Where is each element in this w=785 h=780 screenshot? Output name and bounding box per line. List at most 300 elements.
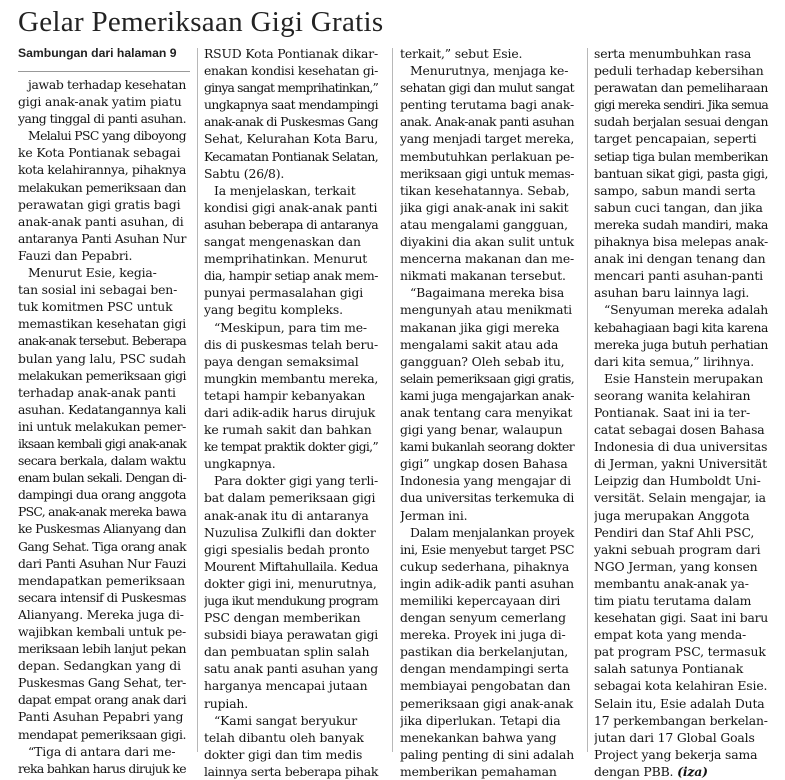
text-line: [400, 695, 580, 712]
text-line-content: kota kelahirannya, pihaknya: [18, 162, 186, 178]
text-line: [204, 233, 384, 250]
text-line-content: Leipzig dan Humboldt Uni-: [594, 473, 761, 489]
text-line-content: Alianyang. Mereka juga di-: [18, 606, 184, 622]
text-line: [400, 575, 580, 592]
text-line-content: anak-anak di Puskesmas Gang: [204, 114, 378, 130]
text-line: [594, 729, 774, 746]
text-line: [400, 472, 580, 489]
text-line: [400, 541, 580, 558]
text-line-content: gigi anak-anak yatim piatu: [18, 94, 182, 110]
text-line-content: mencari panti asuhan-panti: [594, 268, 763, 284]
text-line: [594, 267, 774, 284]
text-line-content: dokter gigi ini, menurutnya,: [204, 575, 377, 591]
text-line: [594, 96, 774, 113]
text-line: [18, 401, 190, 418]
text-line-content: pat program PSC, termasuk: [594, 644, 766, 660]
text-line: [594, 660, 774, 677]
text-line-content: anak. Anak-anak panti asuhan: [400, 114, 574, 130]
text-line: [18, 555, 190, 572]
text-line: [594, 182, 774, 199]
text-line-content: sudah berjalan sesuai dengan: [594, 114, 768, 130]
text-line: [204, 301, 384, 318]
text-line: [18, 213, 190, 230]
text-line: [18, 520, 190, 537]
text-line: [18, 93, 190, 110]
text-line-content: pastikan dia berkelanjutan,: [400, 644, 569, 660]
text-line: [18, 76, 190, 93]
text-line-content: “Meskipun, para tim me-: [214, 319, 367, 335]
text-line-content: Sabtu (26/8).: [204, 165, 285, 181]
text-line: [204, 524, 384, 541]
text-line: [400, 387, 580, 404]
text-line: [204, 472, 384, 489]
text-line-content: mencerna makanan dan me-: [400, 251, 574, 267]
text-line: [594, 541, 774, 558]
text-line: [594, 199, 774, 216]
text-line-content: anak-anak tersebut. Beberapa: [18, 333, 186, 349]
article-column-2: [204, 45, 384, 780]
text-line-content: “Tiga di antara dari me-: [28, 743, 176, 759]
text-line: [204, 438, 384, 455]
text-line: [400, 96, 580, 113]
text-line-content: jika diperlukan. Tetapi dia: [400, 712, 561, 728]
text-line-content: mendapat pemeriksaan gigi.: [18, 726, 186, 742]
text-line: [18, 350, 190, 367]
text-line: [400, 626, 580, 643]
column-rule: [587, 48, 588, 752]
text-line: [594, 336, 774, 353]
text-line-content: ke rumah sakit dan bahkan: [204, 422, 372, 438]
text-line-content: kebahagiaan bagi kita karena: [594, 319, 768, 335]
text-line-content: dua universitas terkemuka di: [400, 490, 574, 506]
text-line-content: mengunyah atau menikmati: [400, 302, 572, 318]
text-line-content: serta menumbuhkan rasa: [594, 46, 752, 61]
text-line-content: mereka juga butuh perhatian: [594, 336, 768, 352]
text-line-content: empat kota yang menda-: [594, 627, 747, 643]
text-line-content: depan. Sedangkan yang di: [18, 658, 181, 674]
text-line-content: enam bulan sekali. Dengan di-: [18, 470, 186, 486]
text-line-content: Kecamatan Pontianak Selatan,: [204, 148, 378, 164]
text-line: [18, 606, 190, 623]
text-line-content: Ia menjelaskan, terkait: [214, 182, 356, 198]
column-rule: [197, 48, 198, 752]
text-line: [18, 623, 190, 640]
text-line-content: yakni sebuah program dari: [594, 541, 761, 557]
text-line-content: dari Panti Asuhan Nur Fauzi: [18, 555, 186, 571]
text-line-content: dari adik-adik harus dirujuk: [204, 404, 376, 420]
text-line: [400, 165, 580, 182]
text-line: [18, 760, 190, 777]
text-line-content: meriksaan gigi untuk memas-: [400, 165, 574, 181]
text-line: [400, 62, 580, 79]
text-line: [204, 746, 384, 763]
text-line: [18, 332, 190, 349]
text-line-content: perawatan gigi gratis bagi: [18, 196, 181, 212]
text-line: [204, 660, 384, 677]
text-line: [594, 387, 774, 404]
text-line-content: “Kami sangat beryukur: [214, 712, 358, 728]
text-line-content: di Jerman, yakni Universität: [594, 456, 767, 472]
text-line-content: anak ini dengan tenang dan: [594, 251, 766, 267]
text-line: [594, 677, 774, 694]
text-line-content: wajibkan kembali untuk pe-: [18, 624, 186, 639]
article-column-4: [594, 45, 774, 780]
text-line-content: secara intensif di Puskesmas: [18, 589, 186, 605]
text-line: [18, 469, 190, 486]
text-line-content: secara berkala, dalam waktu: [18, 453, 186, 469]
text-line: [594, 113, 774, 130]
text-line-content: yang tinggal di panti asuhan.: [18, 111, 186, 127]
text-line-content: Pendiri dan Staf Ahli PSC,: [594, 524, 755, 540]
text-line: [204, 455, 384, 472]
text-line: [18, 657, 190, 674]
text-line-content: dia, hampir setiap anak mem-: [204, 268, 378, 284]
text-line: [204, 182, 384, 199]
text-line-content: peduli terhadap kebersihan: [594, 63, 764, 79]
text-line-content: mungkin membantu mereka,: [204, 370, 378, 386]
text-line-content: Puskesmas Gang Sehat, ter-: [18, 675, 186, 691]
text-line: [204, 370, 384, 387]
text-line-content: mengalami sakit atau ada: [400, 336, 559, 352]
text-line-content: tan sosial ini sebagai ben-: [18, 282, 178, 298]
text-line-content: paya dengan semaksimal: [204, 353, 359, 369]
text-line: [18, 161, 190, 178]
text-line-content: kesehatan gigi. Saat ini baru: [594, 610, 768, 626]
text-line-content: menekankan bahwa yang: [400, 729, 557, 745]
text-line-content: target pencapaian, seperti: [594, 131, 757, 147]
text-line-content: subsidi biaya perawatan gigi: [204, 627, 378, 643]
text-line: [400, 319, 580, 336]
text-line-content: harganya mencapai jutaan: [204, 678, 368, 694]
column-rule: [392, 48, 393, 752]
text-line-content: ke tempat praktik dokter gigi,”: [204, 439, 378, 455]
text-line: [204, 626, 384, 643]
text-line-content: Dalam menjalankan proyek: [410, 524, 574, 540]
text-line: [400, 216, 580, 233]
text-line: [18, 452, 190, 469]
text-line: [400, 130, 580, 147]
text-line: [594, 455, 774, 472]
text-line-content: terhadap anak-anak panti: [18, 384, 176, 400]
text-line: [18, 384, 190, 401]
text-line: [204, 592, 384, 609]
text-line: [18, 110, 190, 127]
text-line: [18, 247, 190, 264]
text-line: [594, 489, 774, 506]
text-line: [400, 558, 580, 575]
continued-from-label: Sambungan dari halaman 9: [18, 46, 177, 60]
text-line-content: ungkapnya.: [204, 456, 276, 472]
text-line: [400, 79, 580, 96]
author-byline: (iza): [677, 763, 708, 779]
text-line: [400, 182, 580, 199]
text-line: [400, 284, 580, 301]
text-line-content: tikan kesehatannya. Sebab,: [400, 182, 570, 198]
text-line-content: dampingi dua orang anggota: [18, 487, 186, 503]
text-line: [400, 609, 580, 626]
text-line-content: Jerman ini.: [400, 507, 468, 523]
text-line: [18, 196, 190, 213]
text-line-content: Esie Hanstein merupakan: [604, 370, 764, 386]
text-line-content: bantuan sikat gigi, pasta gigi,: [594, 165, 768, 181]
text-line: [18, 486, 190, 503]
text-line-content: catat sebagai dosen Bahasa: [594, 422, 765, 438]
text-line: [400, 712, 580, 729]
text-line: [594, 216, 774, 233]
text-line-content: mereka sudah mandiri, maka: [594, 216, 768, 232]
text-line: [594, 79, 774, 96]
text-line-content: setiap tiga bulan memberikan: [594, 148, 768, 164]
text-line-content: cukup sederhana, pihaknya: [400, 558, 570, 574]
text-line: [400, 438, 580, 455]
text-line-content: tim piatu terutama dalam: [594, 593, 752, 608]
text-line-content: gangguan? Oleh sebab itu,: [400, 353, 565, 369]
text-line-content: Menurutnya, menjaga ke-: [410, 63, 569, 79]
text-line: [400, 729, 580, 746]
text-line: [18, 726, 190, 743]
text-line: [594, 524, 774, 541]
text-line-content: Indonesia di dua universitas: [594, 439, 768, 455]
text-line: [204, 489, 384, 506]
text-line: [204, 250, 384, 267]
text-line: [594, 165, 774, 182]
text-line-content: “Senyuman mereka adalah: [604, 302, 768, 318]
text-line: [18, 144, 190, 161]
text-line: [18, 281, 190, 298]
text-line-content: ke Kota Pontianak sebagai: [18, 145, 181, 161]
text-line: [594, 626, 774, 643]
text-line-content: paling penting di sini adalah: [400, 746, 574, 762]
text-line: [400, 233, 580, 250]
text-line-content: NGO Jerman, yang konsen: [594, 558, 758, 574]
text-line-content: Indonesia yang mengajar di: [400, 473, 571, 489]
text-line-content: jika gigi anak-anak ini sakit: [400, 199, 569, 215]
text-line-content: Project yang bekerja sama: [594, 746, 758, 762]
text-line: [594, 353, 774, 370]
text-line-content: reka bahkan harus dirujuk ke: [18, 760, 186, 776]
text-line: [18, 435, 190, 452]
text-line-content: Para dokter gigi yang terli-: [214, 473, 378, 489]
text-line: [594, 507, 774, 524]
text-line: [204, 113, 384, 130]
text-line-content: tetapi hampir kebanyakan: [204, 387, 366, 403]
text-line: [204, 387, 384, 404]
text-line: [400, 404, 580, 421]
text-line-content: Panti Asuhan Pepabri yang: [18, 709, 184, 725]
text-line: [204, 79, 384, 96]
text-line-content: ungkapnya saat mendampingi: [204, 97, 378, 113]
text-line: [18, 503, 190, 520]
text-line: [18, 127, 190, 144]
text-line-content: juga ikut mendukung program: [204, 593, 378, 608]
text-line-content: penting terutama bagi anak-: [400, 97, 574, 113]
text-line-content: Nuzulisa Zulkifli dan dokter: [204, 524, 376, 540]
text-line: [400, 524, 580, 541]
text-line: [594, 643, 774, 660]
text-line: [594, 421, 774, 438]
text-line: [18, 589, 190, 606]
text-line: [204, 216, 384, 233]
text-line: [18, 179, 190, 196]
text-line-content: rupiah.: [204, 695, 249, 711]
text-line: [594, 370, 774, 387]
text-line: [400, 507, 580, 524]
text-line-content: selain pemeriksaan gigi gratis,: [400, 370, 574, 386]
text-line-content: satu anak panti asuhan yang: [204, 661, 378, 677]
text-line: [18, 572, 190, 589]
text-line-content: ginya sangat memprihatinkan,”: [204, 80, 378, 96]
text-line-content: perawatan dan pemeliharaan: [594, 80, 768, 96]
text-line-content: pihaknya bisa melepas anak-: [594, 234, 768, 250]
text-line-content: mendapatkan pemeriksaan: [18, 572, 185, 588]
text-line: [204, 643, 384, 660]
text-line-content: meriksaan lebih lanjut pekan: [18, 641, 186, 657]
text-line: [594, 746, 774, 763]
text-line-content: dan pembuatan splin salah: [204, 644, 370, 660]
text-line: [18, 264, 190, 281]
text-line: [204, 267, 384, 284]
text-line-content: antaranya Panti Asuhan Nur: [18, 230, 186, 246]
text-line-content: Selain itu, Esie adalah Duta: [594, 695, 765, 711]
text-line-content: jutan dari 17 Global Goals: [594, 729, 755, 745]
text-line: [204, 130, 384, 147]
text-line: [400, 763, 580, 780]
text-line: [204, 421, 384, 438]
text-line-content: Fauzi dan Pepabri.: [18, 247, 133, 263]
text-line-content: atau mengalami gangguan,: [400, 216, 568, 232]
text-line: [204, 96, 384, 113]
text-line-content: lainnya serta beberapa pihak: [204, 763, 378, 779]
text-line-content: 17 perkembangan berkelan-: [594, 712, 768, 728]
text-line-content: asuhan baru lainnya lagi.: [594, 285, 750, 301]
text-line-content: melakukan pemeriksaan dan: [18, 179, 186, 195]
text-line-content: asuhan. Kedatangannya kali: [18, 401, 186, 417]
text-line-content: nikmati makanan tersebut.: [400, 268, 566, 284]
text-line-content: dari kita semua,” lirihnya.: [594, 353, 754, 369]
text-line-content: bat dalam pemeriksaan gigi: [204, 490, 376, 506]
text-line-content: gigi mereka sendiri. Jika semua: [594, 97, 768, 113]
text-line: [204, 45, 384, 62]
text-line-content: dengan PBB.: [594, 763, 674, 779]
text-line-content: Pontianak. Saat ini ia ter-: [594, 404, 751, 420]
text-line: [204, 763, 384, 780]
text-line-content: punyai permasalahan gigi: [204, 285, 364, 301]
text-line: [18, 298, 190, 315]
text-line: [400, 643, 580, 660]
text-line: [18, 640, 190, 657]
text-line-content: “Bagaimana mereka bisa: [410, 285, 565, 301]
text-line-content: makanan jika gigi mereka: [400, 319, 560, 335]
text-line: [594, 712, 774, 729]
text-line-content: Sehat, Kelurahan Kota Baru,: [204, 131, 378, 147]
text-line: [204, 336, 384, 353]
text-line-content: Mourent Miftahullaila. Kedua: [204, 558, 378, 574]
text-line: [204, 609, 384, 626]
text-line-content: membutuhkan perlakuan pe-: [400, 148, 574, 164]
text-line: [204, 712, 384, 729]
text-line: [204, 62, 384, 79]
text-line-content: juga merupakan Anggota: [594, 507, 750, 523]
text-line-content: Menurut Esie, kegia-: [28, 265, 157, 281]
text-line-content: salah satunya Pontianak: [594, 661, 744, 677]
text-line: [204, 541, 384, 558]
text-line: [18, 230, 190, 247]
text-line: [204, 729, 384, 746]
text-line-content: diyakini dia akan sulit untuk: [400, 234, 574, 250]
text-line: [400, 336, 580, 353]
text-line-content: gigi spesialis bedah pronto: [204, 541, 370, 557]
text-line: [18, 315, 190, 332]
text-line-content: memberikan pemahaman: [400, 763, 557, 779]
text-line-content: RSUD Kota Pontianak dikar-: [204, 46, 378, 61]
text-line: [594, 592, 774, 609]
text-line: [594, 301, 774, 318]
text-line: [594, 284, 774, 301]
text-line-content: sabun cuci tangan, dan jika: [594, 199, 763, 215]
text-line: [400, 489, 580, 506]
text-line-content: ini, Esie menyebut target PSC: [400, 541, 574, 557]
text-line: [400, 746, 580, 763]
text-line-content: memiliki kepercayaan diri: [400, 593, 561, 608]
text-line: [400, 353, 580, 370]
text-line: [400, 250, 580, 267]
text-line-content: sampo, sabun mandi serta: [594, 182, 756, 198]
text-line: [400, 370, 580, 387]
text-line-content: sehatan gigi dan mulut sangat: [400, 80, 574, 96]
text-line: [204, 148, 384, 165]
text-line-content: versität. Selain mengajar, ia: [594, 490, 766, 506]
text-line: [594, 438, 774, 455]
text-line: [594, 609, 774, 626]
text-line: [594, 319, 774, 336]
text-line: [18, 691, 190, 708]
text-line: [18, 743, 190, 760]
text-line: [400, 677, 580, 694]
text-line-content: bulan yang lalu, PSC sudah: [18, 350, 186, 366]
text-line-content: anak-anak panti asuhan, di: [18, 213, 184, 229]
text-line-content: anak-anak itu di antaranya: [204, 507, 369, 523]
text-line: [594, 695, 774, 712]
text-line: [400, 421, 580, 438]
text-line-content: dis di puskesmas telah beru-: [204, 336, 378, 352]
text-line-content: dengan mendampingi serta: [400, 661, 569, 677]
text-line-content: kami juga mengajarkan anak-: [400, 387, 574, 403]
text-line-content: sangat mengenaskan dan: [204, 234, 361, 250]
text-line-content: ini untuk melakukan pemer-: [18, 418, 186, 434]
text-line-content: membiayai pengobatan dan: [400, 678, 571, 694]
text-line-content: membantu anak-anak ya-: [594, 575, 749, 591]
text-line: [594, 130, 774, 147]
text-line-content: melakukan pemeriksaan gigi: [18, 367, 186, 383]
text-line-content: terkait,” sebut Esie.: [400, 46, 523, 61]
text-line-content: jawab terhadap kesehatan: [28, 77, 186, 92]
article-column-3: [400, 45, 580, 780]
text-line-content: dapat empat orang anak dari: [18, 692, 186, 708]
text-line-content: iksaan kembali gigi anak-anak: [18, 435, 186, 451]
text-line: [400, 45, 580, 62]
text-line: [204, 165, 384, 182]
text-line: [400, 148, 580, 165]
text-line-content: PSC dengan memberikan: [204, 610, 361, 626]
text-line-content: pemeriksaan gigi anak-anak: [400, 695, 574, 711]
text-line: [18, 418, 190, 435]
text-line-content: asuhan beberapa di antaranya: [204, 216, 378, 232]
text-line-content: seorang wanita kelahiran: [594, 387, 751, 403]
text-line-content: sebagai kota kelahiran Esie.: [594, 678, 768, 694]
text-line-content: gigi” ungkap dosen Bahasa: [400, 456, 568, 472]
text-line: [204, 404, 384, 421]
text-line: [18, 674, 190, 691]
